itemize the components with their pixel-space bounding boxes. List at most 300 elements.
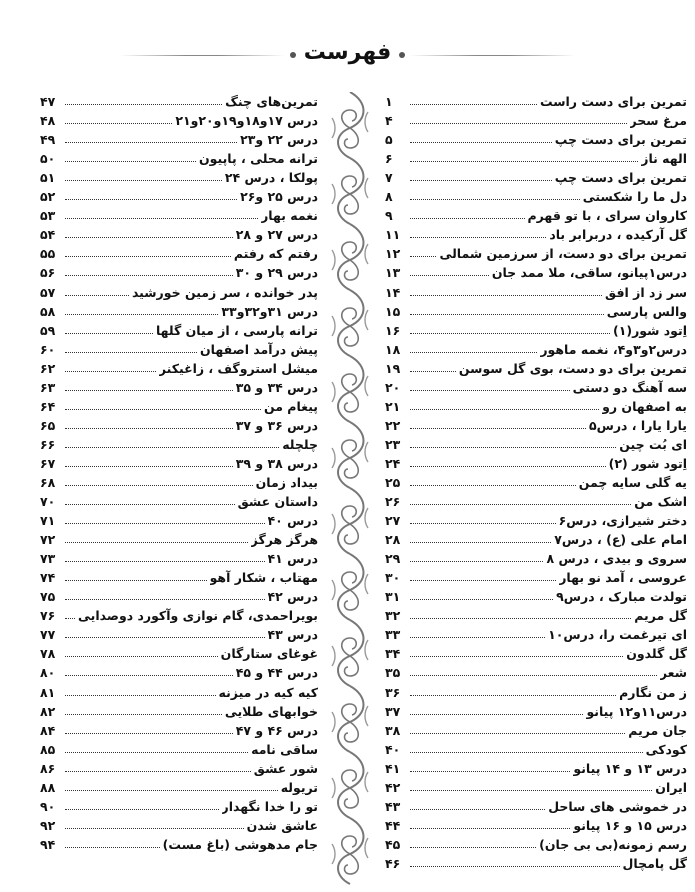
toc-entry-title: تمرین برای دست راست [539,94,687,110]
toc-entry[interactable] [385,852,687,871]
toc-entry[interactable] [385,528,687,547]
dot-leader [65,428,233,429]
dot-leader [410,523,556,524]
dot-leader [65,161,196,162]
dot-leader [410,752,643,753]
toc-entry[interactable] [40,719,318,738]
toc-entry-page: ۲۷ [385,513,401,529]
dot-leader [410,695,616,696]
dot-leader [65,714,222,715]
dot-leader [410,237,546,238]
toc-entry-title: خوابهای طلایی [224,703,318,719]
toc-entry-title: مرغ سحر [629,113,687,129]
dot-leader [410,675,657,676]
toc-entry-page: ۵۴ [40,227,56,243]
toc-entry-title: درس ۲۹ و ۳۰ [235,265,318,281]
dot-leader [410,199,580,200]
toc-entry-title: ایران [655,779,687,795]
toc-entry-page: ۳۸ [385,722,401,738]
toc-entry-title: تریوله [280,779,318,795]
dot-leader [65,637,265,638]
toc-entry-title: کیه کیه در میزنه [218,684,318,700]
toc-entry-title: میشل استروگف ، زاغیکنر [158,360,318,376]
toc-entry-page: ۸۱ [40,684,56,700]
dot-leader [65,352,197,353]
dot-leader [65,771,251,772]
toc-entry[interactable] [40,757,318,776]
dot-leader [65,447,279,448]
toc-entry[interactable] [385,509,687,528]
toc-entry-title: دختر شیرازی، درس۶ [558,513,687,529]
dot-leader [410,104,537,105]
dot-leader [65,523,265,524]
toc-entry-title: درس ۴۴ و ۴۵ [235,665,318,681]
toc-entry[interactable] [40,185,318,204]
toc-entry[interactable] [385,185,687,204]
toc-entry[interactable] [385,585,687,604]
dot-leader [65,656,218,657]
toc-entry-page: ۲۳ [385,436,401,452]
dot-leader [410,733,625,734]
toc-entry-title: درس۲و۳و۴، نغمه ماهور [540,341,687,357]
toc-entry[interactable] [40,661,318,680]
toc-entry-page: ۳۳ [385,627,401,643]
toc-entry-page: ۶ [385,151,393,167]
toc-entry-page: ۱۲ [385,246,401,262]
dot-leader [65,142,237,143]
dot-leader [410,123,627,124]
dot-leader [410,485,576,486]
header-rule-right [410,55,575,56]
dot-leader [65,828,244,829]
toc-entry-page: ۴۰ [385,741,401,757]
toc-entry-title: درس ۱۵ و ۱۶ پیانو [573,817,687,833]
dot-leader [65,123,172,124]
toc-entry[interactable] [385,776,687,795]
toc-entry-title: هرگز هرگز [250,532,318,548]
toc-entry-page: ۲۱ [385,398,401,414]
toc-entry-page: ۸۲ [40,703,56,719]
toc-entry-page: ۴۸ [40,113,56,129]
toc-entry-page: ۲۸ [385,532,401,548]
toc-entry-page: ۷۶ [40,608,56,624]
toc-entry-page: ۸ [385,189,393,205]
dot-leader [410,504,631,505]
dot-leader [65,218,258,219]
dot-leader [65,180,222,181]
dot-leader [65,790,278,791]
toc-entry-page: ۷۷ [40,627,56,643]
toc-entry-title: تولدت مبارک ، درس۹ [556,589,687,605]
toc-entry-title: درس ۱۷و۱۸و۱۹و۲۰و۲۱ [175,113,318,129]
toc-entry[interactable] [385,376,687,395]
toc-entry[interactable] [385,738,687,757]
toc-entry[interactable] [40,338,318,357]
toc-entry-page: ۸۸ [40,779,56,795]
toc-entry[interactable] [40,166,318,185]
toc-entry-page: ۶۳ [40,379,56,395]
toc-entry[interactable] [40,376,318,395]
toc-entry-title: شور عشق [253,760,318,776]
dot-leader [65,733,233,734]
toc-entry-page: ۲۴ [385,455,401,471]
toc-entry-page: ۷ [385,170,393,186]
toc-entry[interactable] [40,814,318,833]
toc-entry-page: ۳۰ [385,570,401,586]
toc-entry-title: بویراحمدی، گام نوازی وآکورد دوصدایی [78,608,318,624]
toc-entry-page: ۳۱ [385,589,401,605]
toc-entry-title: درس ۳۱و۳۲و۳۳ [221,303,318,319]
decorative-scroll-divider [328,92,372,887]
toc-entry-page: ۴۷ [40,94,56,110]
toc-entry[interactable] [40,738,318,757]
toc-entry[interactable] [385,338,687,357]
toc-entry-page: ۱۳ [385,265,401,281]
dot-leader [65,752,248,753]
toc-entry-title: پولکا ، درس ۲۴ [224,170,318,186]
toc-entry[interactable] [40,623,318,642]
toc-entry-page: ۹ [385,208,393,224]
toc-entry-page: ۳۴ [385,646,401,662]
toc-entry[interactable] [385,147,687,166]
toc-entry-title: درس۱پیانو، ساقی، ملا ممد جان [491,265,687,281]
toc-entry-title: پدر خوانده ، سر زمین خورشید [131,284,318,300]
toc-entry[interactable] [40,776,318,795]
dot-leader [410,218,525,219]
toc-entry[interactable] [385,642,687,661]
toc-entry[interactable] [385,223,687,242]
toc-entry-title: درس ۳۶ و ۳۷ [235,417,318,433]
dot-leader [410,637,545,638]
toc-entry[interactable] [385,280,687,299]
dot-leader [410,352,537,353]
toc-entry[interactable] [40,452,318,471]
toc-entry-page: ۱۸ [385,341,401,357]
toc-entry-title: رفتم که رفتم [233,246,318,262]
toc-entry-page: ۷۴ [40,570,56,586]
toc-entry-page: ۲۰ [385,379,401,395]
toc-entry-title: گل مریم [634,608,687,624]
toc-entry-title: ای بُت چین [619,436,687,452]
toc-entry-page: ۵۷ [40,284,56,300]
toc-entry[interactable] [40,204,318,223]
page-title: فهرست [303,40,392,65]
dot-leader [65,237,233,238]
toc-entry-page: ۴۶ [385,855,401,871]
toc-entry[interactable] [40,357,318,376]
toc-entry-page: ۶۶ [40,436,56,452]
toc-entry-title: اِتود شور (۲) [608,455,687,471]
toc-entry-title: کودکی [645,741,687,757]
toc-entry[interactable] [40,528,318,547]
toc-entry[interactable] [385,661,687,680]
dot-leader [65,580,207,581]
toc-entry[interactable] [385,623,687,642]
toc-entry[interactable] [40,509,318,528]
toc-entry-page: ۶۵ [40,417,56,433]
toc-entry[interactable] [385,566,687,585]
toc-entry-title: درس ۴۳ [267,627,318,643]
toc-entry-page: ۲۲ [385,417,401,433]
toc-entry-title: الهه ناز [641,151,687,167]
toc-entry[interactable] [40,109,318,128]
toc-entry-page: ۵۱ [40,170,56,186]
toc-entry[interactable] [385,680,687,699]
toc-entry[interactable] [385,547,687,566]
toc-entry-page: ۶۴ [40,398,56,414]
toc-entry-page: ۵۹ [40,322,56,338]
dot-leader [410,466,606,467]
toc-entry-page: ۵۸ [40,303,56,319]
toc-entry-page: ۵۲ [40,189,56,205]
dot-leader [410,771,570,772]
toc-entry-title: درس۱۱و۱۲ پیانو [586,703,687,719]
dot-leader [65,847,160,848]
dot-leader [410,866,620,867]
toc-entry-title: غوغای ستارگان [220,646,318,662]
toc-entry[interactable] [40,223,318,242]
toc-entry[interactable] [40,471,318,490]
toc-entry[interactable] [40,319,318,338]
toc-entry-page: ۷۵ [40,589,56,605]
toc-entry[interactable] [40,261,318,280]
dot-leader [65,561,265,562]
toc-entry-page: ۵۶ [40,265,56,281]
dot-leader [410,790,652,791]
toc-entry-page: ۷۸ [40,646,56,662]
toc-entry-title: پیغام من [263,398,318,414]
toc-entry[interactable] [385,471,687,490]
toc-entry[interactable] [385,433,687,452]
toc-entry-page: ۴۲ [385,779,401,795]
dot-leader [65,275,233,276]
toc-entry-page: ۳۲ [385,608,401,624]
dot-leader [65,675,233,676]
toc-entry-page: ۵۳ [40,208,56,224]
toc-entry-page: ۵۵ [40,246,56,262]
toc-entry[interactable] [40,547,318,566]
toc-entry-title: تمرین برای دو دست، از سرزمین شمالی [439,246,687,262]
toc-entry-title: تمرین‌های چنگ [225,94,318,110]
toc-entry[interactable] [385,719,687,738]
toc-entry-page: ۵ [385,132,393,148]
toc-entry[interactable] [385,700,687,719]
dot-leader [65,618,75,619]
toc-entry-page: ۷۲ [40,532,56,548]
toc-entry-title: شعر [659,665,687,681]
toc-column-right [385,90,687,871]
toc-entry[interactable] [40,585,318,604]
toc-entry-page: ۷۳ [40,551,56,567]
dot-leader [65,695,216,696]
toc-entry[interactable] [40,300,318,319]
dot-leader [410,333,610,334]
toc-entry-page: ۱۱ [385,227,401,243]
toc-entry-title: جان مریم [628,722,687,738]
toc-entry[interactable] [40,604,318,623]
toc-entry-title: درس ۴۱ [267,551,318,567]
toc-entry[interactable] [40,90,318,109]
toc-entry-page: ۱ [385,94,393,110]
toc-entry[interactable] [385,204,687,223]
toc-entry[interactable] [40,566,318,585]
toc-entry[interactable] [385,490,687,509]
toc-entry[interactable] [40,833,318,852]
toc-entry[interactable] [385,414,687,433]
toc-entry-page: ۳۷ [385,703,401,719]
dot-leader [65,485,253,486]
toc-entry-title: درس ۳۸ و ۳۹ [235,455,318,471]
toc-entry-page: ۱۴ [385,284,401,300]
toc-entry[interactable] [385,757,687,776]
toc-entry-title: عروسی ، آمد نو بهار [559,570,687,586]
toc-entry[interactable] [40,700,318,719]
toc-entry[interactable] [385,452,687,471]
toc-entry-page: ۶۷ [40,455,56,471]
toc-entry[interactable] [385,242,687,261]
toc-entry-title: سروی و بیدی ، درس ۸ [546,551,687,567]
toc-entry-page: ۶۲ [40,360,56,376]
toc-entry-title: گل آرکیده ، دربرابر باد [549,227,687,243]
toc-entry-title: داستان عشق [237,494,318,510]
dot-leader [410,180,552,181]
toc-entry-page: ۳۵ [385,665,401,681]
dot-leader [410,580,556,581]
toc-entry-title: تمرین برای دست چپ [554,170,687,186]
toc-entry-page: ۳۶ [385,684,401,700]
dot-leader [65,542,248,543]
toc-entry[interactable] [385,90,687,109]
toc-entry[interactable] [385,166,687,185]
toc-entry[interactable] [385,395,687,414]
dot-leader [410,847,536,848]
toc-entry-page: ۸۴ [40,722,56,738]
toc-entry-title: ای تیرغمت را، درس۱۰ [548,627,687,643]
toc-entry-title: ترانه پارسی ، از میان گلها [155,322,318,338]
toc-entry[interactable] [385,833,687,852]
toc-entry[interactable] [385,300,687,319]
dot-leader [410,295,602,296]
toc-entry[interactable] [385,319,687,338]
toc-entry[interactable] [385,795,687,814]
toc-entry-title: درس ۲۲ و۲۳ [240,132,318,148]
toc-entry[interactable] [385,357,687,376]
toc-column-left [40,90,318,852]
dot-leader [410,447,616,448]
toc-entry[interactable] [385,128,687,147]
toc-entry[interactable] [40,242,318,261]
dot-leader [65,599,265,600]
toc-entry-title: درس ۲۷ و ۲۸ [235,227,318,243]
toc-entry-title: گل پامچال [622,855,687,871]
toc-entry-title: رسم زمونه(بی بی جان) [539,836,687,852]
toc-entry[interactable] [40,395,318,414]
toc-entry-page: ۸۰ [40,665,56,681]
toc-entry-page: ۷۰ [40,494,56,510]
toc-entry[interactable] [40,280,318,299]
toc-entry-title: بیداد زمان [255,474,318,490]
toc-entry-title: درس ۴۰ [267,513,318,529]
toc-entry-title: دل ما را شکستی [582,189,687,205]
dot-leader [410,390,570,391]
dot-leader [410,275,489,276]
toc-entry[interactable] [40,642,318,661]
toc-entry-title: تمرین برای دست چپ [554,132,687,148]
dot-leader [65,809,219,810]
toc-entry-page: ۱۵ [385,303,401,319]
toc-entry-title: جام مدهوشی (باغ مست) [162,836,318,852]
toc-entry-title: درس ۴۲ [267,589,318,605]
toc-entry-title: یه گلی سایه چمن [578,474,687,490]
toc-entry-title: سر زد از افق [605,284,687,300]
toc-entry-title: نغمه بهار [261,208,318,224]
toc-entry-title: درس ۲۵ و۲۶ [240,189,318,205]
toc-entry-title: درس ۴۶ و ۴۷ [235,722,318,738]
toc-entry-title: اشک من [634,494,687,510]
toc-entry-page: ۸۶ [40,760,56,776]
toc-entry-page: ۶۰ [40,341,56,357]
toc-entry[interactable] [385,604,687,623]
dot-leader [410,809,545,810]
dot-leader [410,714,583,715]
dot-leader [410,618,631,619]
toc-entry[interactable] [385,109,687,128]
toc-entry-title: درس ۳۴ و ۳۵ [235,379,318,395]
toc-entry-page: ۹۴ [40,836,56,852]
dot-leader [65,199,237,200]
toc-entry-page: ۴۳ [385,798,401,814]
toc-entry[interactable] [40,414,318,433]
header-dot-right [399,52,405,58]
toc-entry-title: تو را خدا نگهدار [221,798,318,814]
dot-leader [65,466,233,467]
dot-leader [410,409,599,410]
dot-leader [65,504,235,505]
toc-entry-title: به اصفهان رو [602,398,687,414]
toc-entry-page: ۱۶ [385,322,401,338]
toc-entry-title: یارا یارا ، درس۵ [588,417,687,433]
toc-entry-title: ساقی نامه [251,741,318,757]
toc-entry-title: امام علی (ع) ، درس۷ [554,532,687,548]
toc-entry-page: ۱۹ [385,360,401,376]
dot-leader [410,256,436,257]
toc-entry-title: عاشق شدن [246,817,318,833]
toc-entry-page: ۴۱ [385,760,401,776]
dot-leader [65,256,231,257]
toc-entry[interactable] [40,795,318,814]
dot-leader [410,542,551,543]
toc-entry-title: گل گلدون [626,646,687,662]
toc-entry[interactable] [40,128,318,147]
dot-leader [65,295,129,296]
toc-entry[interactable] [40,680,318,699]
toc-entry-page: ۲۶ [385,494,401,510]
toc-entry-title: اِتود شور(۱) [613,322,687,338]
toc-entry[interactable] [40,147,318,166]
toc-entry-page: ۴ [385,113,393,129]
toc-entry-page: ۲۹ [385,551,401,567]
dot-leader [410,161,638,162]
toc-entry[interactable] [40,490,318,509]
toc-entry-title: پیش درآمد اصفهان [200,341,318,357]
dot-leader [65,371,156,372]
toc-entry[interactable] [385,261,687,280]
toc-entry[interactable] [40,433,318,452]
toc-entry[interactable] [385,814,687,833]
toc-entry-page: ۶۸ [40,474,56,490]
toc-entry-title: مهتاب ، شکار آهو [209,570,318,586]
toc-entry-page: ۴۴ [385,817,401,833]
